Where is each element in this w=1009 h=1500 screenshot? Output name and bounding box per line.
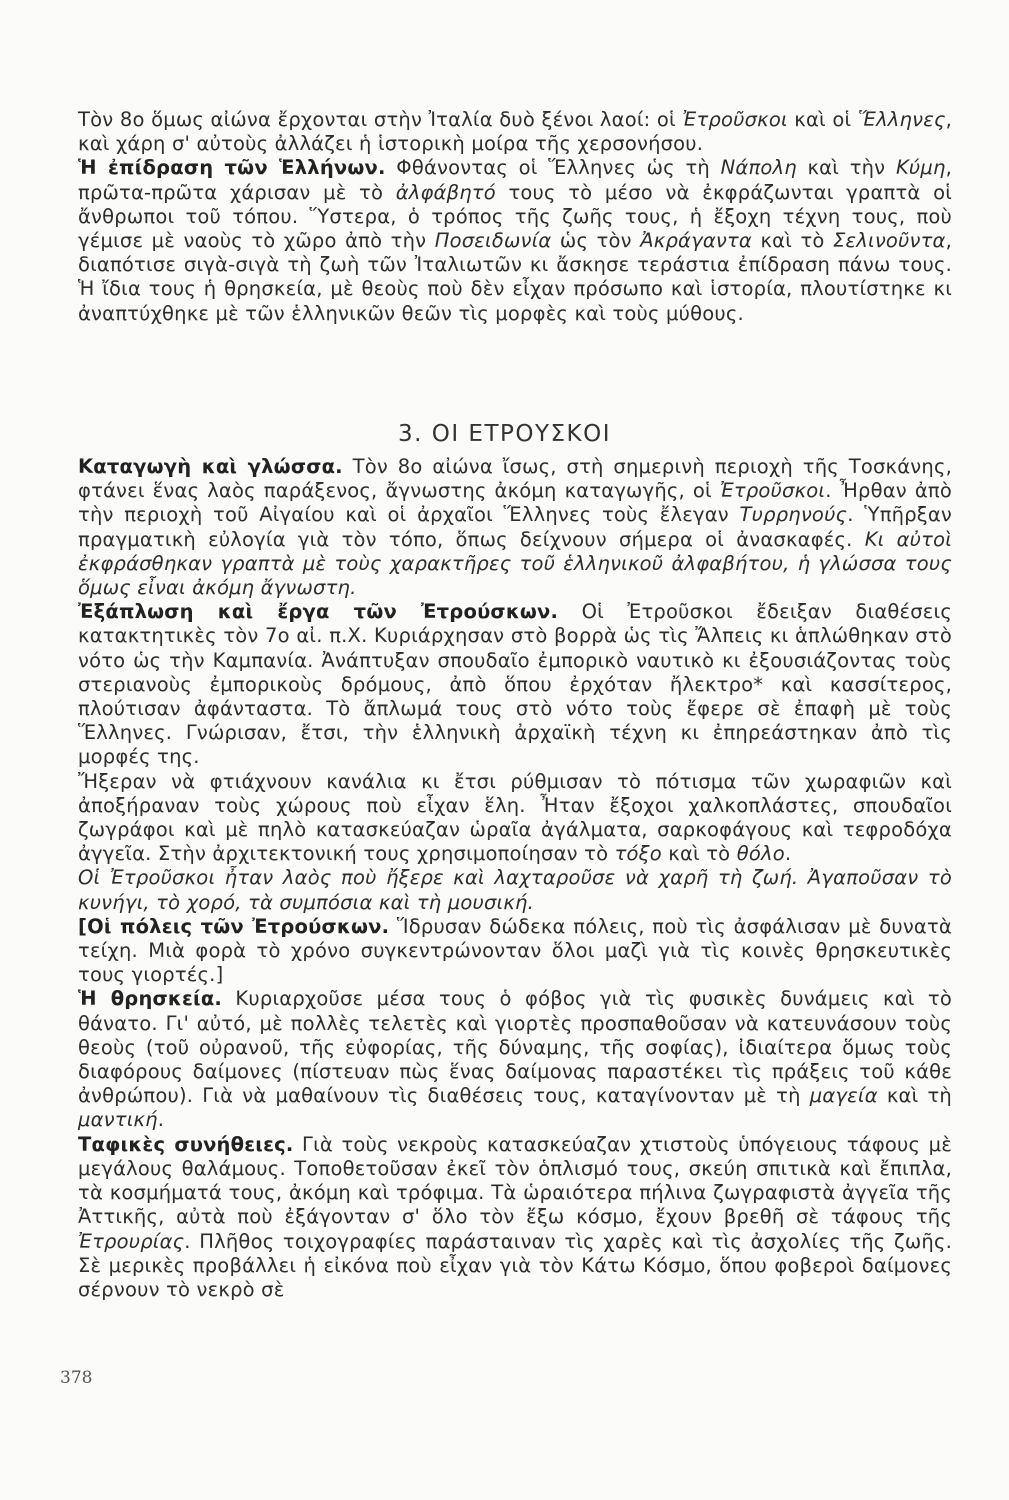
section-heading: Ταφικὲς συνήθειες. — [78, 1132, 294, 1156]
italic-term: Τυρρηνούς — [739, 503, 848, 527]
etruscans-section — [78, 455, 952, 1302]
italic-term: τόξο — [614, 842, 662, 866]
italic-term: μαγεία — [809, 1084, 878, 1108]
italic-term: Ἐτροῦσκοι — [682, 108, 788, 131]
italic-term: μαντική — [78, 1108, 158, 1132]
expansion-paragraph: Ἐξάπλωση καὶ ἔργα τῶν Ἐτρούσκων. Οἱ Ἐτροῦσκοι ἔδειξαν διαθέσεις κατακτητικὲς τὸν 7ο αἰ. π.Χ. Κυριάρχησαν στὸ βορρὰ ὡς τὶς Ἄλπεις κι ἁπλώθηκαν στὸ νότο ὡς τὴν Καμπανία. Ἀνάπτυξαν σπουδαῖο ἐμπορικὸ ναυτικὸ κι ἐξουσιάζοντας τοὺς στεριανοὺς ἐμπορικοὺς δρόμους, ἀπὸ ὅπου ἐρχόταν ἤλεκτρο* καὶ κασσίτερος, πλούτισαν ἀφάνταστα. Τὸ ἄπλωμά τους στὸ νότο τοὺς ἔφερε σὲ ἐπαφὴ μὲ τοὺς Ἕλληνες. Γνώρισαν, ἔτσι, τὴν ἑλληνικὴ ἀρχαϊκὴ τέχνη κι ἐπηρεάστηκαν ἀπὸ τὶς μορφές της. — [78, 600, 952, 769]
origin-paragraph: Καταγωγὴ καὶ γλώσσα. Τὸν 8ο αἰώνα ἴσως, στὴ σημερινὴ περιοχὴ τῆς Τοσκάνης, φτάνει ἕνας λαὸς παράξενος, ἄγνωστης ἀκόμη καταγωγῆς, οἱ Ἐτροῦσκοι. Ἦρθαν ἀπὸ τὴν περιοχὴ τοῦ Αἰγαίου καὶ οἱ ἀρχαῖοι Ἕλληνες τοὺς ἔλεγαν Τυρρηνούς. Ὑπῆρξαν πραγματικὴ εὐλογία γιὰ τὸν τόπο, ὅπως δείχνουν σήμερα οἱ ἀνασκαφές. Κι αὐτοὶ ἐκφράσθηκαν γραπτὰ μὲ τοὺς χαρακτῆρες τοῦ ἑλληνικοῦ ἀλφαβήτου, ἡ γλώσσα τους ὅμως εἶναι ἀκόμη ἄγνωστη. — [78, 455, 952, 600]
section-heading: Καταγωγὴ καὶ γλώσσα. — [78, 455, 343, 478]
section-heading: Ἡ ἐπίδραση τῶν Ἑλλήνων. — [78, 156, 386, 180]
section-heading: Ἡ θρησκεία. — [78, 987, 223, 1011]
italic-term: Ἀκράγαντα — [640, 229, 752, 253]
section-heading: [Οἱ πόλεις τῶν Ἐτρούσκων. — [78, 914, 390, 938]
italic-sentence: Κι αὐτοὶ ἐκφράσθηκαν γραπτὰ μὲ τοὺς χαρακτῆρες τοῦ ἑλληνικοῦ ἀλφαβήτου, ἡ γλώσσα τους ὅμως εἶναι ἀκόμη ἄγνωστη. — [78, 527, 952, 600]
italic-term: Ποσειδωνία — [434, 229, 552, 253]
italic-term: ἀλφάβητό — [395, 180, 496, 204]
joy-paragraph: Οἱ Ἐτροῦσκοι ἦταν λαὸς ποὺ ἤξερε καὶ λαχταροῦσε νὰ χαρῆ τὴ ζωή. Ἀγαποῦσαν τὸ κυνήγι, τὸ χορό, τὰ συμπόσια καὶ τὴ μουσική. — [78, 866, 952, 914]
italic-term: Νάπολη — [720, 156, 797, 180]
burial-paragraph: Ταφικὲς συνήθειες. Γιὰ τοὺς νεκροὺς κατασκεύαζαν χτιστοὺς ὑπόγειους τάφους μὲ μεγάλους θαλάμους. Τοποθετοῦσαν ἐκεῖ τὸν ὁπλισμό τους, σκεύη σπιτικὰ καὶ ἔπιπλα, τὰ κοσμήματά τους, ἀκόμη καὶ τρόφιμα. Τὰ ὡραιότερα πήλινα ζωγραφιστὰ ἀγγεῖα τῆς Ἀττικῆς, αὐτὰ ποὺ ἐξάγονταν σ' ὅλο τὸν ἔξω κόσμο, ἔχουν βρεθῆ σὲ τάφους τῆς Ἐτρουρίας. Πλῆθος τοιχογραφίες παράσταιναν τὶς χαρὲς καὶ τὶς ἀσχολίες τῆς ζωῆς. Σὲ μερικὲς προβάλλει ἡ εἰκόνα ποὺ εἶχαν γιὰ τὸν Κάτω Κόσμο, ὅπου φοβεροὶ δαίμονες σέρνουν τὸ νεκρὸ σὲ — [78, 1132, 952, 1301]
religion-paragraph: Ἡ θρησκεία. Κυριαρχοῦσε μέσα τους ὁ φόβος γιὰ τὶς φυσικὲς δυνάμεις καὶ τὸ θάνατο. Γι' αὐτό, μὲ πολλὲς τελετὲς καὶ γιορτὲς προσπαθοῦσαν νὰ κατευνάσουν τοὺς θεοὺς (τοῦ οὐρανοῦ, τῆς εὐφορίας, τῆς δύναμης, τῆς σοφίας), ἰδιαίτερα ὅμως τοὺς διαφόρους δαίμονες (πίστευαν πὼς ἕνας δαίμονας παραστέκει τὶς πράξεις τοῦ κάθε ἀνθρώπου). Γιὰ νὰ μαθαίνουν τὶς διαθέσεις τους, καταγίνονταν μὲ τὴ μαγεία καὶ τὴ μαντική. — [78, 987, 952, 1132]
chapter-title: 3. ΟΙ ΕΤΡΟΥΣΚΟΙ — [397, 421, 612, 447]
greek-influence-paragraph: Ἡ ἐπίδραση τῶν Ἑλλήνων. Φθάνοντας οἱ Ἕλληνες ὡς τὴ Νάπολη καὶ τὴν Κύμη, πρῶτα-πρῶτα χάρισαν μὲ τὸ ἀλφάβητό τους τὸ μέσο νὰ ἐκφράζωνται γραπτὰ οἱ ἄνθρωποι τοῦ τόπου. Ὕστερα, ὁ τρόπος τῆς ζωῆς τους, ἡ ἔξοχη τέχνη τους, ποὺ γέμισε μὲ ναοὺς τὸ χῶρο ἀπὸ τὴν Ποσειδωνία ὡς τὸν Ἀκράγαντα καὶ τὸ Σελινοῦντα, διαπότισε σιγὰ-σιγὰ τὴ ζωὴ τῶν Ἰταλιωτῶν κι ἄσκησε τεράστια ἐπίδραση πάνω τους. Ἡ ἴδια τους ἡ θρησκεία, μὲ θεοὺς ποὺ δὲν εἶχαν πρόσωπο καὶ ἱστορία, πλουτίστηκε κι ἀναπτύχθηκε μὲ τῶν ἑλληνικῶν θεῶν τὶς μορφὲς καὶ τοὺς μύθους. — [78, 156, 953, 325]
intro-paragraph: Τὸν 8ο ὅμως αἰώνα ἔρχονται στὴν Ἰταλία δυὸ ξένοι λαοί: οἱ Ἐτροῦσκοι καὶ οἱ Ἕλληνες, καὶ χάρη σ' αὐτοὺς ἀλλάζει ἡ ἱστορικὴ μοίρα τῆς χερσονήσου. — [78, 108, 952, 156]
cities-paragraph: [Οἱ πόλεις τῶν Ἐτρούσκων. Ἵδρυσαν δώδεκα πόλεις, ποὺ τὶς ἀσφάλισαν μὲ δυνατὰ τείχη. Μιὰ φορὰ τὸ χρόνο συγκεντρώνονταν ὅλοι μαζὶ γιὰ τὶς κοινὲς θρησκευτικὲς τους γιορτές.] — [78, 914, 952, 987]
italic-term: Ἐτροῦσκοι — [719, 479, 826, 503]
italic-term: θόλο — [736, 842, 785, 866]
italic-term: Κύμη — [895, 156, 946, 180]
page-number: 378 — [60, 1368, 93, 1388]
italic-term: Ἐτρουρίας — [78, 1229, 185, 1253]
section-heading: Ἐξάπλωση καὶ ἔργα τῶν Ἐτρούσκων. — [78, 600, 559, 624]
italic-term: Ἕλληνες — [857, 108, 946, 131]
works-paragraph: Ἤξεραν νὰ φτιάχνουν κανάλια κι ἔτσι ρύθμισαν τὸ πότισμα τῶν χωραφιῶν καὶ ἀποξήραναν τοὺς χώρους ποὺ εἶχαν ἕλη. Ἦταν ἔξοχοι χαλκοπλάστες, σπουδαῖοι ζωγράφοι καὶ μὲ πηλὸ κατασκεύαζαν ὡραῖα ἀγάλματα, σαρκοφάγους καὶ τεφροδόχα ἀγγεῖα. Στὴν ἀρχιτεκτονική τους χρησιμοποίησαν τὸ τόξο καὶ τὸ θόλο. — [78, 769, 952, 866]
intro-section — [78, 108, 952, 326]
italic-term: Σελινοῦντα — [833, 229, 946, 253]
